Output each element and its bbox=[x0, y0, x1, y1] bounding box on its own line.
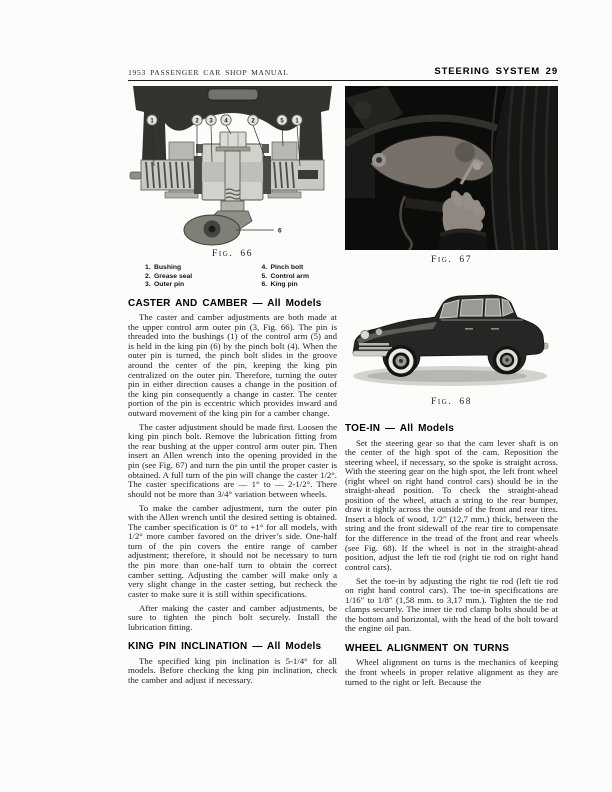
header-section-title: STEERING SYSTEM 29 bbox=[434, 66, 558, 77]
left-foot-shape bbox=[165, 192, 198, 198]
king-pin-paragraph-1: The specified king pin inclination is 5-1/4° for all models. Before checking the king pin inclination, check the camber and adjust if necessary. bbox=[128, 655, 337, 685]
legend-item: 1. Bushing bbox=[145, 264, 182, 271]
callout-2: 2 bbox=[195, 118, 199, 125]
toe-in-paragraph-2: Set the toe-in by adjusting the right tie rod (left tie rod on right hand control cars). The toe-in specifications are 1/16″ to 1/8″ (1,58 mm. to 3,17 mm.). Tighten the tie rod clamps securely. The inner tie rod clamp bolts should be at the bottom and horizontal, with the head of the bolt toward the engine oil pan. bbox=[345, 575, 558, 634]
caster-paragraph-2: The caster adjustment should be made first. Loosen the king pin pinch bolt. Remove the lubrication fitting from the rear bushing at the upper control arm outer pin. Then insert an Allen wrench into the opening provided in the pin (see Fig. 67) and turn the pin until the proper caster is obtained. A full turn of the pin will change the caster 1/2°. The caster specifications are — 1° to — 2-1/2°. There should not be more than 3/4° variation between wheels. bbox=[128, 421, 337, 499]
right-slot-shape bbox=[298, 170, 318, 179]
headlight-shape bbox=[361, 331, 370, 340]
left-grease-seal-shape bbox=[194, 156, 202, 194]
front-wheel bbox=[385, 345, 417, 377]
wheel-alignment-paragraph-1: Wheel alignment on turns is the mechanics of keeping the front wheels in proper relative alignment as they are turned to the right or left. Because the bbox=[345, 657, 558, 687]
header-manual-title: 1953 PASSENGER CAR SHOP MANUAL bbox=[128, 68, 289, 77]
heading-king-pin-inclination: KING PIN INCLINATION — All Models bbox=[128, 641, 322, 653]
caster-paragraph-3: To make the camber adjustment, turn the outer pin with the Allen wrench until the desired setting is obtained. The camber specification is 0° to +1° for all models, with 1/2° more camber favored on the driver’s side. One-half turn of the pin covers the entire range of camber adjustment; therefore, it should not be necessary to turn the pin more than one-half turn to obtain the correct camber setting. Adjusting the camber will make only a very slight change in the caster setting, but recheck the caster to make sure it is still within specifications. bbox=[128, 502, 337, 599]
rear-wheel bbox=[493, 346, 521, 374]
door-handle bbox=[465, 328, 473, 330]
bolt-nut-shape bbox=[221, 201, 244, 211]
callout-king-pin: 6 bbox=[278, 227, 282, 235]
legend-left-col bbox=[145, 264, 192, 290]
king-pin-hole-shape bbox=[209, 226, 216, 233]
callout-4: 4 bbox=[224, 118, 228, 125]
legend-right-col bbox=[261, 264, 309, 290]
door-handle bbox=[491, 328, 499, 330]
legend-item: 5. Control arm bbox=[261, 272, 309, 280]
callout-5: 2 bbox=[251, 118, 255, 125]
right-column bbox=[345, 86, 558, 687]
fig66-pin-assembly-diagram bbox=[128, 86, 337, 246]
fig66-legend bbox=[128, 264, 337, 290]
right-grease-seal-shape bbox=[263, 156, 271, 194]
grille-bar bbox=[359, 343, 389, 346]
left-column bbox=[128, 86, 337, 685]
heading-caster-and-camber: CASTER AND CAMBER — All Models bbox=[128, 297, 322, 309]
fig68-caption: Fig. 68 bbox=[430, 397, 473, 407]
caster-paragraph-1: The caster and camber adjustments are both made at the upper control arm outer pin (3, Fig. 66). The pin is threaded into the bushings (1) of the control arm (5) and is held in the king pin (6) by the pinch bolt (4). When the outer pin is turned, the pinch bolt slides in the groove around the center of the pin, keeping the king pin centralized on the outer pin. Therefore, turning the outer pin in either direction causes a change in the position of the king pin consequently a change in caster. The center portion of the pin is eccentric which provides inward and outward movement of the king pin for a camber change. bbox=[128, 312, 337, 418]
headlight-shape bbox=[376, 329, 383, 336]
running-header bbox=[128, 66, 558, 81]
callout-1: 1 bbox=[150, 118, 154, 125]
arm-lobe-shape bbox=[455, 142, 475, 162]
legend-item: 2. Grease seal bbox=[145, 272, 193, 280]
bolt-washer-shape bbox=[216, 147, 250, 151]
pinch-bolt-head-shape bbox=[220, 132, 246, 147]
caster-paragraph-4: After making the caster and camber adjustments, be sure to tighten the pinch bolt securely. Install the lubrication fitting. bbox=[128, 602, 337, 632]
grease-fitting-shape bbox=[130, 172, 141, 179]
grille-bar bbox=[359, 347, 392, 350]
callout-7: 1 bbox=[295, 118, 299, 125]
fig66-caption: Fig. 66 bbox=[211, 249, 254, 259]
right-foot-shape bbox=[268, 192, 301, 198]
heading-wheel-alignment-on-turns: WHEEL ALIGNMENT ON TURNS bbox=[345, 642, 510, 654]
legend-item: 3. Outer pin bbox=[145, 281, 185, 289]
arm-opening-shape bbox=[208, 89, 258, 100]
legend-item: 6. King pin bbox=[261, 281, 298, 289]
callout-3: 3 bbox=[209, 118, 213, 125]
legend-item: 4. Pinch bolt bbox=[261, 264, 304, 271]
heading-toe-in: TOE-IN — All Models bbox=[345, 423, 455, 434]
callout-6: 5 bbox=[280, 118, 284, 125]
toe-in-paragraph-1: Set the steering gear so that the cam lever shaft is on the center of the high spot of the cam. Reposition the steering wheel, if necessary, so the spoke is straight across. With the steering gear on the high spot, the left front wheel (right wheel on right hand control cars) should be in the straight-ahead position. To check the straight-ahead position of the wheel, attach a string to the rear bumper, draw it tightly across the outside of the front and rear tires. Insert a block of wood, 1/2″ (12,7 mm.) thick, between the string and the front sidewall of the rear tire to compensate for the difference in the tread of the front and rear wheels (see Fig. 68). If the wheel is not in the straight-ahead position, adjust the left tie rod (right tie rod on right hand control cars). bbox=[345, 437, 558, 572]
machinery-detail bbox=[354, 101, 372, 119]
arm-eye-hole bbox=[376, 157, 382, 163]
fig67-allen-wrench-photo bbox=[345, 86, 558, 250]
fig68-car-illustration bbox=[345, 273, 558, 395]
fig67-caption: Fig. 67 bbox=[430, 255, 473, 265]
